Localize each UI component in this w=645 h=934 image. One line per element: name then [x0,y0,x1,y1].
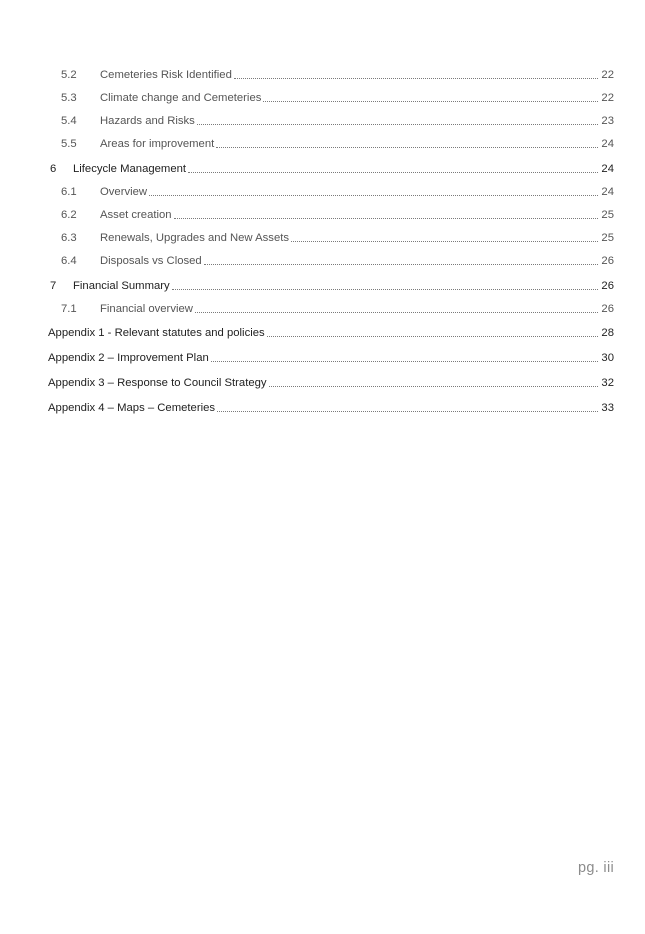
toc-entry-page: 23 [601,115,614,127]
toc-entry-page: 26 [601,303,614,315]
toc-entry-page: 25 [601,232,614,244]
toc-entry-title: Appendix 2 – Improvement Plan [48,352,209,364]
toc-entry-title: Appendix 1 - Relevant statutes and policies [48,327,265,339]
toc-entry-title: Cemeteries Risk Identified [100,69,232,81]
dot-leader [269,386,599,387]
toc-entry-6-1[interactable] [48,181,614,199]
toc-entry-number: 6.4 [61,255,77,267]
toc-entry-page: 28 [601,327,614,339]
dot-leader [197,124,599,125]
toc-entry-page: 25 [601,209,614,221]
toc-entry-appendix-3[interactable] [48,372,614,390]
toc-entry-page: 26 [601,255,614,267]
dot-leader [267,336,599,337]
dot-leader [263,101,598,102]
dot-leader [149,195,598,196]
dot-leader [188,172,598,173]
toc-entry-title: Overview [100,186,148,198]
toc-entry-title: Renewals, Upgrades and New Assets [100,232,290,244]
dot-leader [291,241,598,242]
toc-entry-5-4[interactable] [48,110,614,128]
toc-entry-number: 6.1 [61,186,77,198]
toc-entry-number: 5.2 [61,69,77,81]
toc-entry-7-1[interactable] [48,298,614,316]
toc-entry-appendix-2[interactable] [48,347,614,365]
toc-entry-5-3[interactable] [48,87,614,105]
toc-entry-page: 24 [601,138,614,150]
toc-entry-number: 7 [50,280,57,292]
toc-entry-number: 6.3 [61,232,77,244]
toc-entry-page: 22 [601,92,614,104]
toc-entry-6-3[interactable] [48,227,614,245]
toc-entry-title: Climate change and Cemeteries [100,92,262,104]
toc-entry-5-5[interactable] [48,133,614,151]
dot-leader [211,361,599,362]
toc-entry-page: 24 [601,186,614,198]
toc-entry-title: Appendix 4 – Maps – Cemeteries [48,402,216,414]
toc-entry-page: 26 [601,280,614,292]
page-number: pg. iii [578,860,614,876]
toc-entry-number: 7.1 [61,303,77,315]
toc-entry-number: 5.4 [61,115,77,127]
toc-entry-number: 6 [50,163,57,175]
toc-entry-title: Appendix 3 – Response to Council Strategy [48,377,267,389]
toc-entry-page: 22 [601,69,614,81]
toc-entry-appendix-1[interactable] [48,322,614,340]
toc-entry-page: 32 [601,377,614,389]
dot-leader [234,78,599,79]
toc-entry-title: Asset creation [100,209,172,221]
toc-entry-title: Financial overview [100,303,193,315]
toc-entry-appendix-4[interactable] [48,397,614,415]
dot-leader [172,289,599,290]
toc-entry-number: 5.5 [61,138,77,150]
dot-leader [195,312,598,313]
dot-leader [216,147,598,148]
toc-entry-title: Financial Summary [73,280,170,292]
toc-entry-page: 30 [601,352,614,364]
toc-entry-title: Lifecycle Management [73,163,187,175]
dot-leader [217,411,598,412]
toc-entry-page: 33 [601,402,614,414]
toc-entry-number: 5.3 [61,92,77,104]
toc-entry-page: 24 [601,163,614,175]
dot-leader [174,218,599,219]
dot-leader [204,264,599,265]
toc-entry-title: Hazards and Risks [100,115,195,127]
toc-entry-6-4[interactable] [48,250,614,268]
toc-entry-title: Disposals vs Closed [100,255,202,267]
toc-entry-number: 6.2 [61,209,77,221]
toc-entry-5-2[interactable] [48,64,614,82]
toc-entry-7[interactable] [48,275,614,293]
toc-entry-6-2[interactable] [48,204,614,222]
toc-entry-6[interactable] [48,158,614,176]
toc-entry-title: Areas for improvement [100,138,215,150]
